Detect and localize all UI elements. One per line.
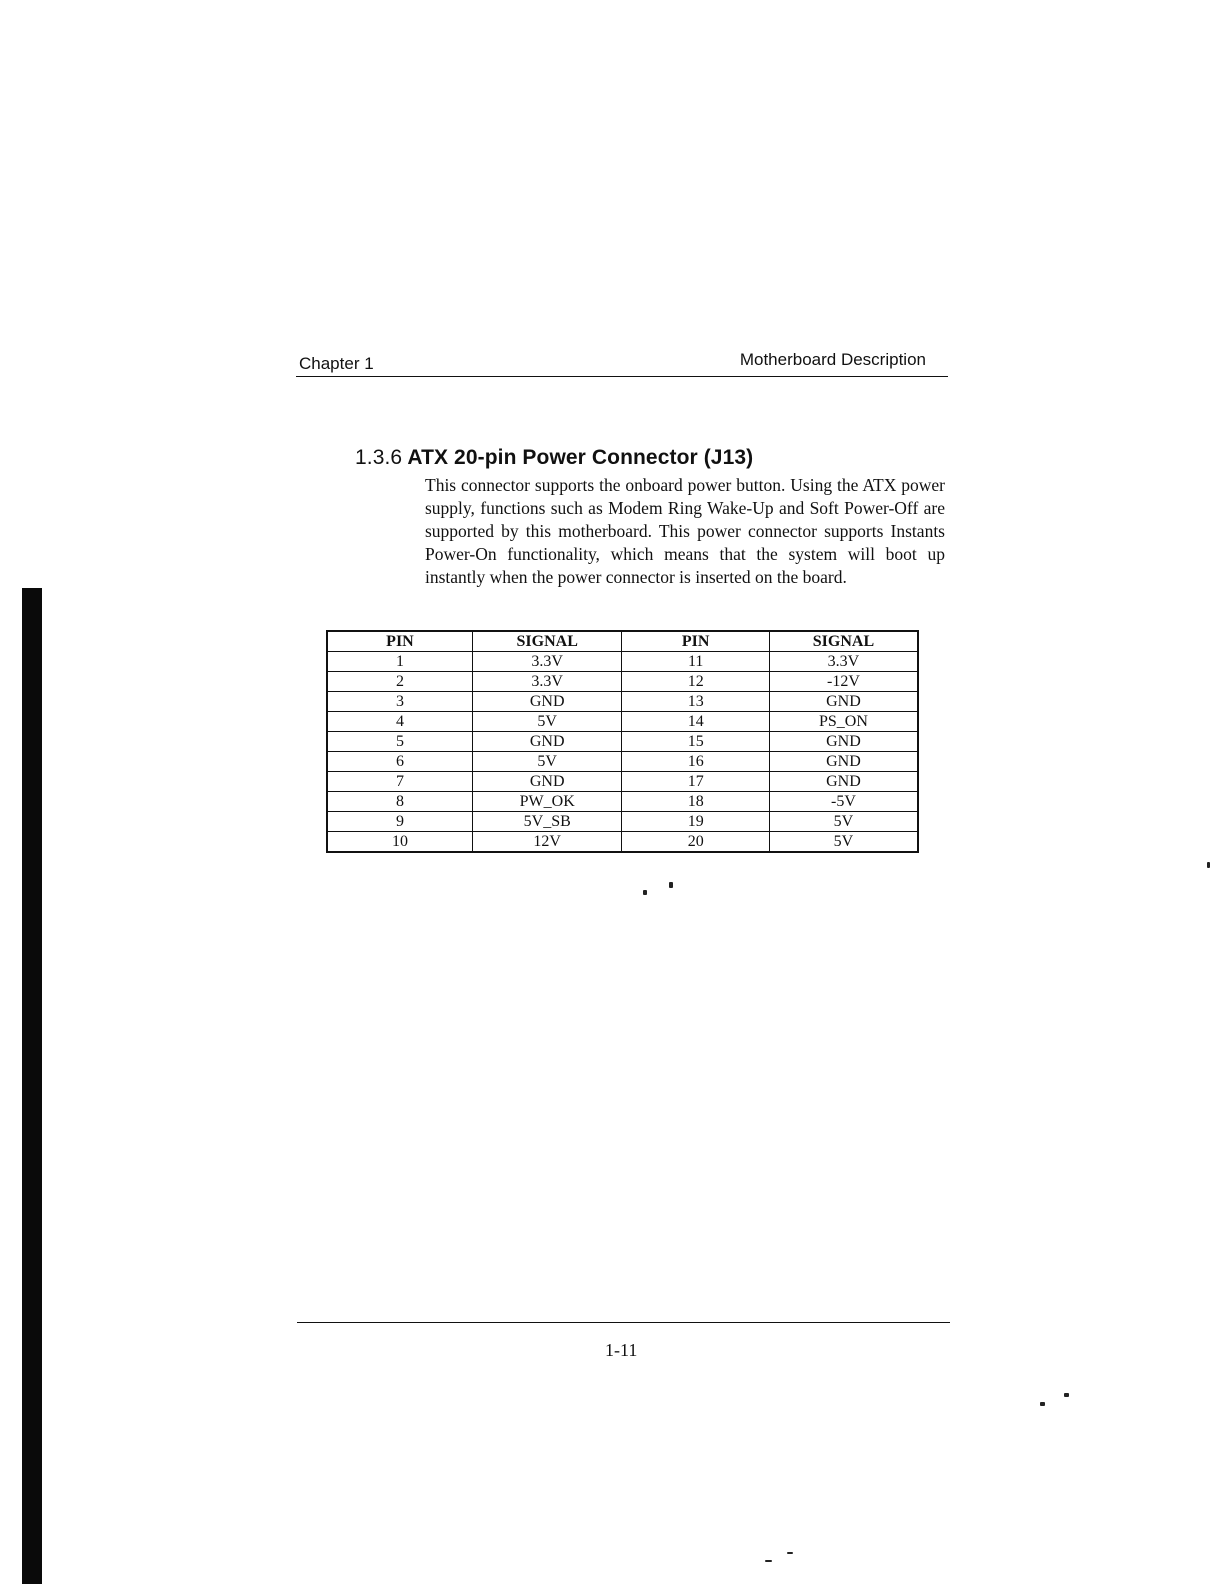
table-cell: 14 <box>622 712 769 732</box>
table-row <box>327 752 918 772</box>
table-cell: 12 <box>622 672 769 692</box>
pin-table <box>326 630 919 853</box>
table-cell: GND <box>769 732 918 752</box>
column-header: SIGNAL <box>472 631 622 652</box>
scan-speck <box>1064 1393 1069 1397</box>
table-cell: 20 <box>622 832 769 853</box>
page-number: 1-11 <box>605 1340 638 1360</box>
table-cell: 3.3V <box>769 652 918 672</box>
table-cell: 12V <box>472 832 622 853</box>
table-cell: GND <box>769 752 918 772</box>
table-header-row <box>327 631 918 652</box>
table-cell: 1 <box>327 652 472 672</box>
table-cell: 5V <box>472 752 622 772</box>
table-row <box>327 812 918 832</box>
scan-speck <box>669 882 673 888</box>
section-title: ATX 20-pin Power Connector (J13) <box>407 446 754 469</box>
table-cell: GND <box>769 772 918 792</box>
table-cell: -5V <box>769 792 918 812</box>
table-cell: 2 <box>327 672 472 692</box>
table-row <box>327 792 918 812</box>
table-cell: GND <box>472 692 622 712</box>
table-cell: 4 <box>327 712 472 732</box>
table-row <box>327 672 918 692</box>
table-cell: 6 <box>327 752 472 772</box>
column-header: SIGNAL <box>769 631 918 652</box>
table-cell: 11 <box>622 652 769 672</box>
table-cell: PS_ON <box>769 712 918 732</box>
column-header: PIN <box>327 631 472 652</box>
scan-speck <box>1040 1402 1045 1406</box>
table-cell: GND <box>472 772 622 792</box>
table-row <box>327 652 918 672</box>
chapter-title: Motherboard Description <box>739 350 926 369</box>
table-row <box>327 732 918 752</box>
table-cell: 5V <box>472 712 622 732</box>
table-cell: GND <box>472 732 622 752</box>
column-header: PIN <box>622 631 769 652</box>
table-cell: -12V <box>769 672 918 692</box>
table-cell: 7 <box>327 772 472 792</box>
chapter-label: Chapter 1 <box>299 354 374 373</box>
page-header <box>296 350 948 377</box>
scan-edge-shadow <box>22 588 42 1584</box>
table-cell: 5 <box>327 732 472 752</box>
table-cell: 3.3V <box>472 672 622 692</box>
scan-speck <box>787 1552 793 1554</box>
table-row <box>327 772 918 792</box>
section-body: This connector supports the onboard power button. Using the ATX power supply, functions such as Modem Ring Wake-Up and Soft Power-Off are supported by this motherboard. This power connector supports Instants Power-On functionality, which means that the system will boot up instantly when the power connector is inserted on the board. <box>425 475 945 587</box>
table-row <box>327 832 918 853</box>
section-heading <box>355 446 753 470</box>
table-cell: 3 <box>327 692 472 712</box>
table-cell: GND <box>769 692 918 712</box>
table-cell: 9 <box>327 812 472 832</box>
table-cell: 17 <box>622 772 769 792</box>
section-number: 1.3.6 <box>355 446 403 469</box>
table-cell: 10 <box>327 832 472 853</box>
table-cell: 5V <box>769 832 918 853</box>
table-cell: PW_OK <box>472 792 622 812</box>
table-cell: 5V <box>769 812 918 832</box>
table-cell: 5V_SB <box>472 812 622 832</box>
table-cell: 19 <box>622 812 769 832</box>
table-cell: 18 <box>622 792 769 812</box>
table-row <box>327 692 918 712</box>
table-cell: 8 <box>327 792 472 812</box>
table-cell: 16 <box>622 752 769 772</box>
table-cell: 3.3V <box>472 652 622 672</box>
table-cell: 15 <box>622 732 769 752</box>
scan-speck <box>1207 862 1210 868</box>
scan-speck <box>643 890 647 895</box>
scan-speck <box>765 1560 772 1562</box>
table-cell: 13 <box>622 692 769 712</box>
table-row <box>327 712 918 732</box>
footer-divider <box>297 1322 950 1323</box>
